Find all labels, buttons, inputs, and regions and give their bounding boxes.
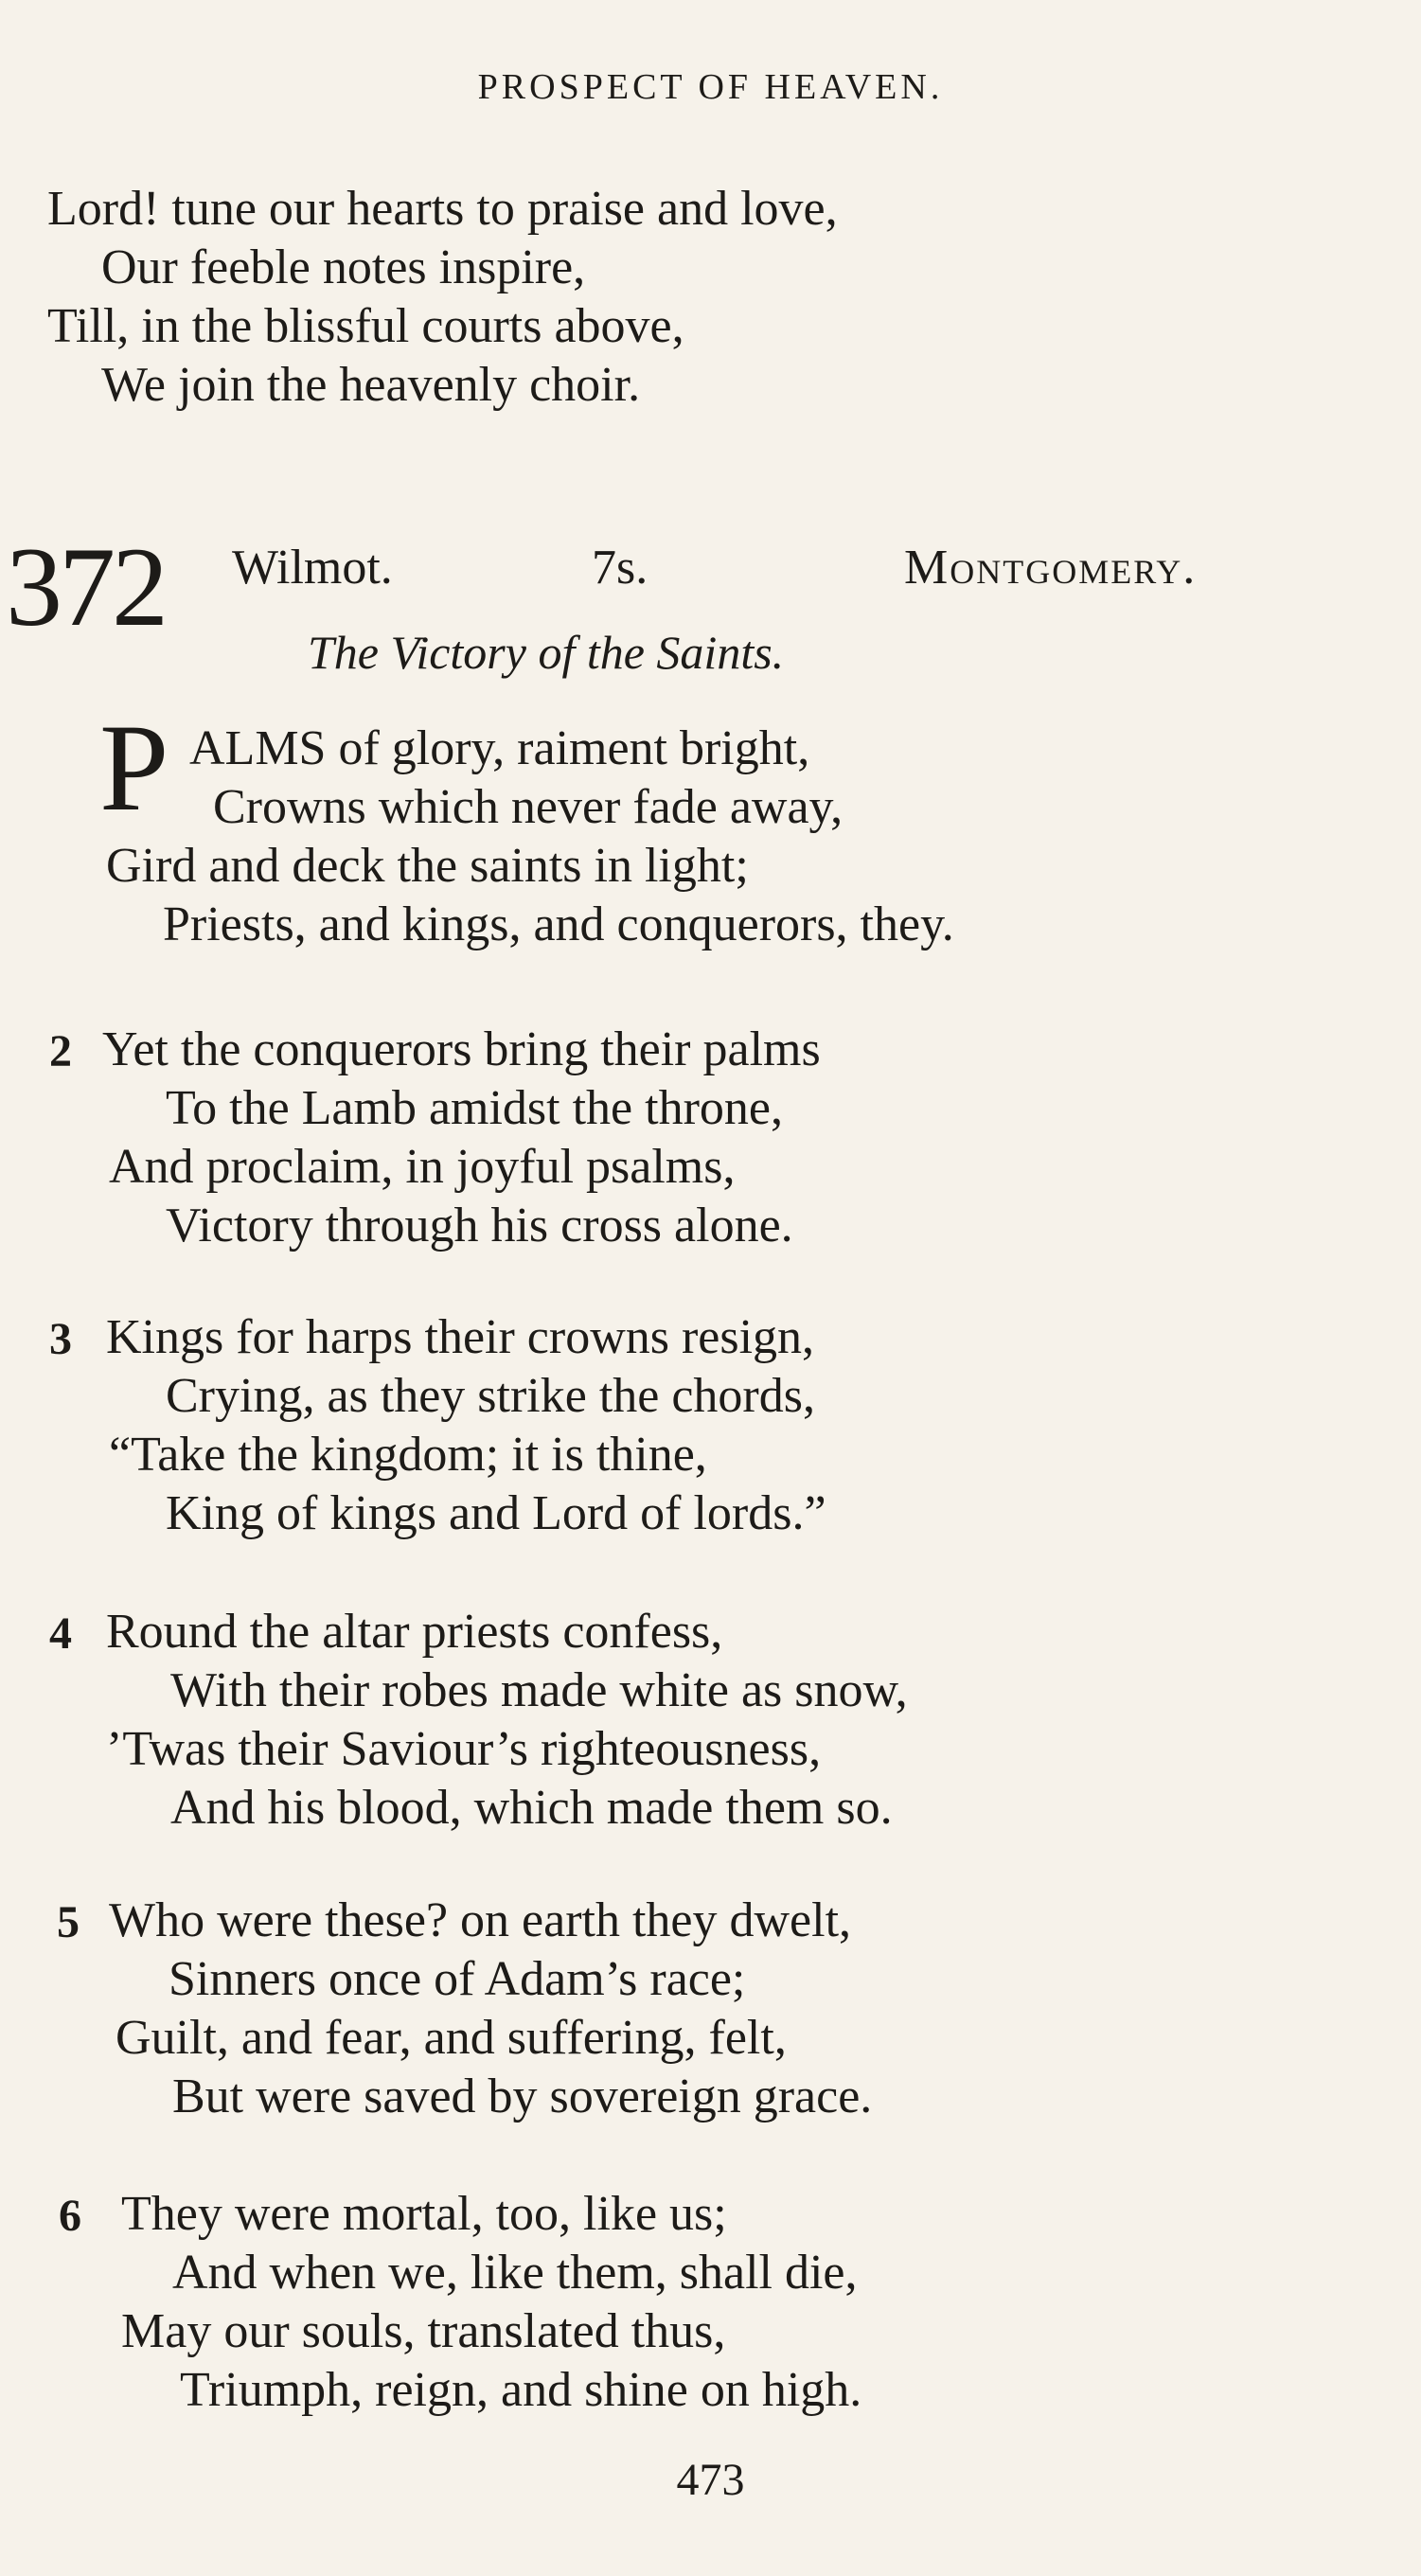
verse-line: Gird and deck the saints in light; [106, 839, 749, 893]
stanza-4 [0, 1603, 1421, 1838]
verse-line: With their robes made white as snow, [170, 1663, 908, 1717]
previous-hymn-stanza [0, 180, 1421, 415]
verse-line: But were saved by sovereign grace. [172, 2070, 873, 2123]
stanza-number: 3 [49, 1314, 72, 1364]
hymn-number: 372 [6, 524, 165, 649]
tune-name: Wilmot. [232, 541, 393, 595]
verse-line: Yet the conquerors bring their palms [102, 1022, 821, 1076]
stanza-5 [0, 1892, 1421, 2126]
verse-line: We join the heavenly choir. [101, 358, 641, 412]
verse-line: Who were these? on earth they dwelt, [109, 1893, 852, 1947]
verse-line: Lord! tune our hearts to praise and love, [47, 182, 838, 236]
stanza-number: 5 [57, 1897, 80, 1947]
verse-line: Victory through his cross alone. [166, 1199, 793, 1252]
verse-line: And proclaim, in joyful psalms, [109, 1140, 736, 1194]
stanza-number: 2 [49, 1026, 72, 1076]
verse-line: Round the altar priests confess, [106, 1605, 723, 1659]
verse-line: Guilt, and fear, and suffering, felt, [115, 2011, 787, 2065]
verse-line: King of kings and Lord of lords.” [166, 1486, 826, 1540]
verse-line: “Take the kingdom; it is thine, [109, 1428, 707, 1482]
stanza-number: 6 [59, 2191, 81, 2241]
verse-line: ’Twas their Saviour’s righteousness, [106, 1722, 822, 1776]
verse-line: Till, in the blissful courts above, [47, 299, 684, 353]
verse-line: And when we, like them, shall die, [172, 2246, 858, 2300]
meter: 7s. [592, 541, 648, 595]
page-number: 473 [676, 2455, 745, 2505]
verse-line: Crowns which never fade away, [213, 780, 844, 834]
stanza-6 [0, 2185, 1421, 2420]
verse-line: Triumph, reign, and shine on high. [180, 2363, 862, 2417]
verse-line: May our souls, translated thus, [121, 2304, 726, 2358]
verse-line: Priests, and kings, and conquerors, they. [163, 897, 954, 951]
hymn-subtitle: The Victory of the Saints. [308, 626, 785, 679]
verse-line: Kings for harps their crowns resign, [106, 1310, 815, 1364]
stanza-number: 4 [49, 1608, 72, 1659]
drop-cap: P [99, 698, 169, 837]
verse-line: Crying, as they strike the chords, [166, 1369, 815, 1423]
verse-line: ALMS of glory, raiment bright, [189, 721, 810, 775]
stanza-3 [0, 1308, 1421, 1543]
verse-line: They were mortal, too, like us; [121, 2187, 727, 2241]
running-head: PROSPECT OF HEAVEN. [477, 67, 944, 107]
verse-line: Our feeble notes inspire, [101, 240, 586, 294]
verse-line: And his blood, which made them so. [170, 1781, 893, 1835]
verse-line: To the Lamb amidst the throne, [166, 1081, 783, 1135]
stanza-1 [0, 778, 1421, 954]
author-name: Montgomery. [904, 541, 1198, 595]
verse-line: Sinners once of Adam’s race; [169, 1952, 746, 2006]
stanza-2 [0, 1021, 1421, 1255]
